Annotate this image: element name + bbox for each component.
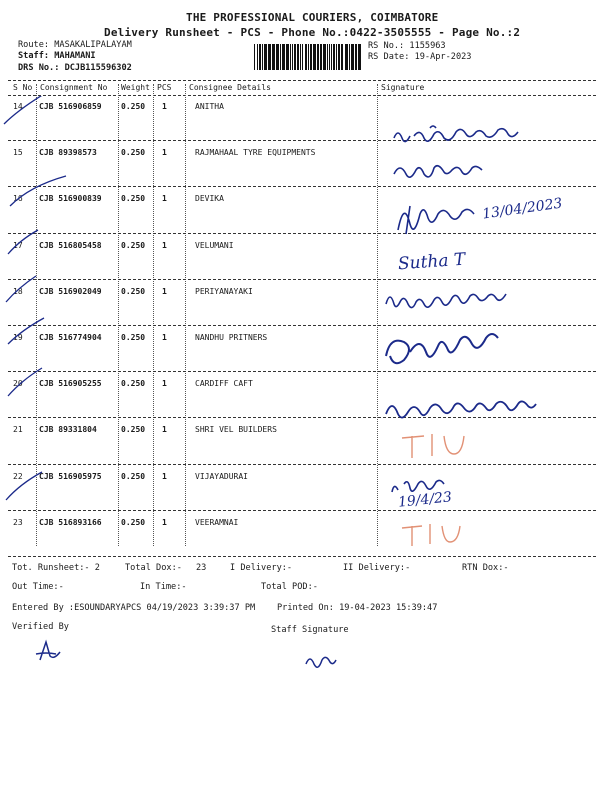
cell-consignee: CARDIFF CAFT	[195, 379, 253, 389]
cell-weight: 0.250	[121, 194, 146, 204]
cell-sno: 17	[13, 240, 23, 250]
cell-consignment: CJB 516774904	[39, 333, 102, 342]
column-header-signature: Signature	[381, 83, 425, 92]
cell-pcs: 1	[162, 471, 167, 481]
i-delivery: I Delivery:-	[230, 563, 293, 573]
cell-consignment: CJB 516900839	[39, 194, 102, 204]
cell-consignment: CJB 89331804	[39, 425, 97, 435]
company-title: THE PROFESSIONAL COURIERS, COIMBATORE	[186, 11, 439, 24]
cell-weight: 0.250	[121, 286, 146, 296]
cell-pcs: 1	[162, 517, 167, 527]
column-header-consignee: Consignee Details	[189, 83, 271, 92]
cell-pcs: 1	[162, 148, 167, 158]
cell-pcs: 1	[162, 240, 167, 250]
verified-by-signature	[30, 636, 70, 666]
cell-consignee: NANDHU PRITNERS	[195, 333, 268, 342]
cell-sno: 16	[13, 194, 23, 204]
cell-consignment: CJB 516902049	[39, 286, 102, 296]
rtn-dox: RTN Dox:-	[462, 563, 509, 573]
cell-consignment: CJB 516893166	[39, 517, 102, 527]
cell-sno: 15	[13, 148, 23, 158]
column-divider	[153, 84, 154, 546]
signature-row-14	[390, 118, 550, 158]
row-divider	[8, 510, 596, 511]
rs-date: RS Date: 19-Apr-2023	[368, 52, 472, 62]
row-divider	[8, 464, 596, 465]
ii-delivery: II Delivery:-	[343, 563, 411, 573]
total-pod: Total POD:-	[261, 582, 318, 592]
cell-consignee: SHRI VEL BUILDERS	[195, 425, 277, 435]
cell-pcs: 1	[162, 286, 167, 296]
total-dox-label: Total Dox:-	[125, 563, 182, 573]
staff-signature-label: Staff Signature	[271, 625, 349, 635]
cell-pcs: 1	[162, 333, 167, 342]
signature-row-22-date: 19/4/23	[397, 489, 453, 511]
route-label: Route: MASAKALIPALAYAM	[18, 40, 132, 50]
cell-consignee: VELUMANI	[195, 240, 234, 250]
cell-sno: 14	[13, 102, 23, 111]
printed-on: Printed On: 19-04-2023 15:39:47	[277, 603, 438, 613]
cell-pcs: 1	[162, 425, 167, 435]
runsheet-title: Delivery Runsheet - PCS - Phone No.:0422-3505555 - Page No.:2	[104, 26, 521, 39]
cell-consignment: CJB 516905975	[39, 471, 102, 481]
column-divider	[185, 84, 186, 546]
cell-consignee: DEVIKA	[195, 194, 224, 204]
rs-number: RS No.: 1155963	[368, 41, 446, 51]
table-header-rule	[8, 95, 596, 96]
cell-weight: 0.250	[121, 517, 146, 527]
cell-sno: 19	[13, 333, 23, 342]
signature-row-18	[384, 284, 519, 318]
signature-row-20	[384, 392, 554, 430]
cell-consignment: CJB 89398573	[39, 148, 97, 158]
cell-weight: 0.250	[121, 379, 146, 389]
signature-row-21	[398, 430, 478, 466]
cell-weight: 0.250	[121, 148, 146, 158]
table-top-rule	[8, 80, 596, 81]
total-dox-value: 23	[196, 563, 207, 573]
entered-by: Entered By :ESOUNDARYAPCS 04/19/2023 3:39:37 PM	[12, 603, 256, 613]
column-divider	[377, 84, 378, 546]
row-divider	[8, 186, 596, 187]
cell-sno: 21	[13, 425, 23, 435]
cell-weight: 0.250	[121, 102, 146, 111]
cell-consignee: ANITHA	[195, 102, 224, 111]
in-time: In Time:-	[140, 582, 187, 592]
cell-consignee: VIJAYADURAI	[195, 471, 248, 481]
cell-weight: 0.250	[121, 471, 146, 481]
tick-marks	[0, 96, 80, 556]
cell-pcs: 1	[162, 194, 167, 204]
cell-consignment: CJB 516906859	[39, 102, 102, 111]
row-divider	[8, 233, 596, 234]
out-time: Out Time:-	[12, 582, 64, 592]
cell-consignee: VEERAMNAI	[195, 517, 239, 527]
tot-runsheet: Tot. Runsheet:- 2	[12, 563, 100, 573]
drs-number: DRS No.: DCJB115596302	[18, 63, 132, 73]
cell-pcs: 1	[162, 379, 167, 389]
cell-consignee: RAJMAHAAL TYRE EQUIPMENTS	[195, 148, 316, 158]
cell-pcs: 1	[162, 102, 167, 111]
column-header-weight: Weight	[121, 83, 150, 92]
column-divider	[118, 84, 119, 546]
cell-consignment: CJB 516905255	[39, 379, 102, 389]
column-header-consignment: Consignment No	[40, 83, 108, 92]
cell-sno: 23	[13, 517, 23, 527]
staff-label: Staff: MAHAMANI	[18, 51, 96, 61]
cell-sno: 18	[13, 286, 23, 296]
row-divider	[8, 325, 596, 326]
cell-weight: 0.250	[121, 333, 146, 342]
signature-row-19	[380, 332, 510, 376]
column-header-sno: S No	[13, 83, 33, 92]
footer-rule	[8, 556, 596, 557]
verified-by: Verified By	[12, 622, 69, 632]
cell-consignee: PERIYANAYAKI	[195, 286, 253, 296]
signature-row-23	[400, 520, 470, 554]
staff-signature-mark	[302, 648, 342, 672]
cell-consignment: CJB 516805458	[39, 240, 102, 250]
signature-row-15	[392, 158, 492, 190]
cell-sno: 20	[13, 379, 23, 389]
row-divider	[8, 279, 596, 280]
signature-row-16	[392, 200, 487, 244]
cell-weight: 0.250	[121, 240, 146, 250]
barcode-image	[254, 44, 362, 70]
cell-sno: 22	[13, 471, 23, 481]
signature-row-17-name: Sutha T	[397, 249, 466, 275]
signature-row-16-date: 13/04/2023	[481, 195, 564, 223]
cell-weight: 0.250	[121, 425, 146, 435]
column-header-pcs: PCS	[157, 83, 172, 92]
